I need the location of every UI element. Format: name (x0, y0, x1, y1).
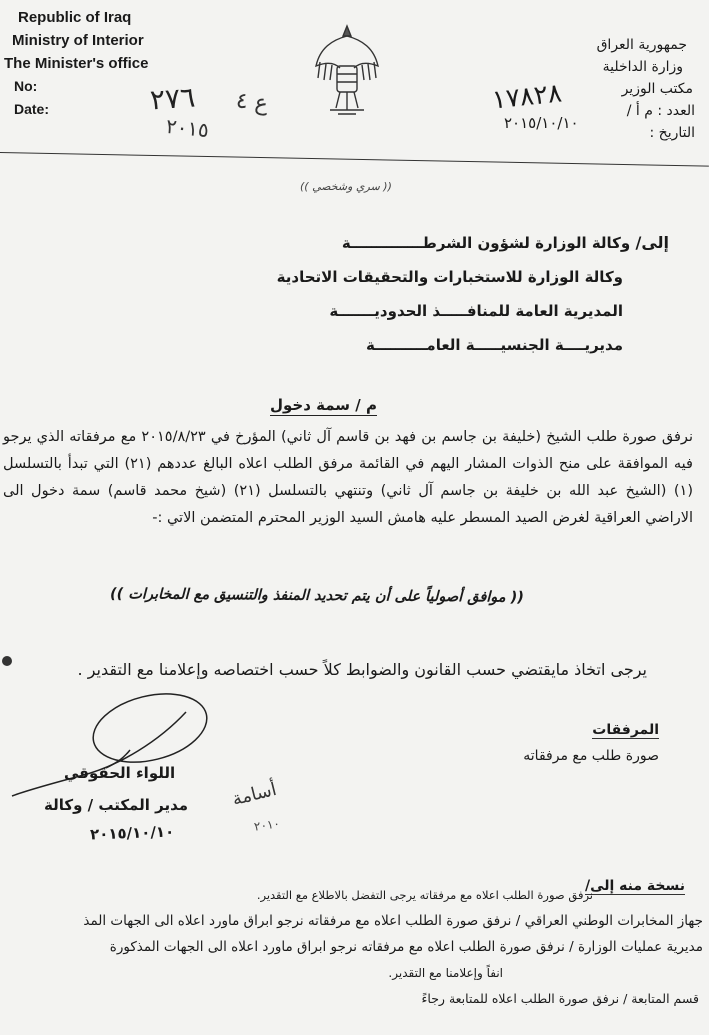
header-ar-republic: جمهورية العراق (596, 37, 687, 53)
attachments-item: صورة طلب مع مرفقاته (523, 748, 659, 764)
signature-title: مدير المكتب / وكالة (44, 796, 189, 814)
address-to-label: إلى/ (635, 233, 669, 252)
header-ar-date-label: التاريخ : (649, 125, 695, 141)
header-ar-number-label: العدد : م أ / (626, 103, 695, 119)
header-office: The Minister's office (4, 55, 149, 72)
handwritten-number: ٢٧٦ (148, 80, 197, 117)
copy-line-0: نرفق صورة الطلب اعلاه مع مرفقاته يرجى التفضل بالاطلاع مع التقدير. (256, 888, 593, 902)
handwritten-date: ٢٠١٥ (164, 113, 211, 143)
handwritten-note: أسامة (230, 778, 279, 811)
subject-line: م / سمة دخول (270, 396, 377, 414)
address-police: وكالة الوزارة لشؤون الشرطــــــــــــــة (341, 234, 631, 252)
attachments-label: المرفقات (592, 722, 659, 738)
signature-date: ٢٠١٥/١٠/١٠ (89, 822, 175, 844)
bullet-mark (2, 656, 12, 666)
copy-line-continuation: انفاً وإعلامنا مع التقدير. (388, 966, 503, 980)
header-no-label: No: (14, 78, 38, 94)
eagle-emblem-icon (312, 18, 382, 128)
copy-to-list (3, 882, 703, 1012)
address-line-3: المديرية العامة للمنافـــــذ الحدوديـــــــة (329, 302, 623, 320)
secret-mark: (( سري وشخصي )) (300, 180, 392, 193)
header-date-label: Date: (14, 101, 50, 117)
header-ministry: Ministry of Interior (12, 32, 144, 49)
handwritten-number-suffix: ع ٤ (234, 88, 270, 117)
header-ar-ministry: وزارة الداخلية (602, 59, 683, 75)
request-statement: يرجى اتخاذ مايقتضي حسب القانون والضوابط كلاً حسب اختصاصه وإعلامنا مع التقدير . (77, 660, 647, 679)
header-divider (0, 152, 709, 167)
copy-line-followup: قسم المتابعة / نرفق صورة الطلب اعلاه للمتابعة رجاءً (421, 991, 699, 1006)
copy-to-label: نسخة منه إلى/ (584, 878, 685, 894)
copy-line-operations: مديرية عمليات الوزارة / نرفق صورة الطلب اعلاه مع مرفقاته نرجو ابراق ماورد اعلاه الى الجهات المذكورة (109, 939, 703, 955)
signature-scribble-icon (10, 690, 210, 800)
address-line-2: وكالة الوزارة للاستخبارات والتحقيقات الاتحادية (276, 268, 623, 286)
address-line-1 (69, 226, 669, 260)
signature-name: اللواء الحقوقي (64, 764, 176, 782)
header-republic: Republic of Iraq (18, 9, 132, 26)
copy-line-intelligence: جهاز المخابرات الوطني العراقي / نرفق صورة الطلب اعلاه مع مرفقاته نرجو ابراق ماورد اعلاه الى الجهات المذ (83, 913, 703, 929)
header-ar-office: مكتب الوزير (621, 81, 693, 97)
address-line-4: مديريــــة الجنسيـــــة العامــــــــــة (366, 336, 623, 354)
handwritten-ar-number: ١٧٨٢٨ (490, 78, 564, 116)
approval-statement: (( موافق أصولياً على أن يتم تحديد المنفذ والتنسيق مع المخابرات )) (109, 586, 524, 606)
handwritten-note-year: ٢٠١٠ (253, 816, 281, 834)
address-block (69, 226, 669, 362)
header-ar-date-value: ٢٠١٥/١٠/١٠ (504, 114, 579, 132)
body-paragraph: نرفق صورة طلب الشيخ (خليفة بن جاسم بن فهد بن قاسم آل ثاني) المؤرخ في ٢٠١٥/٨/٢٣ مع مرفقاته الذي يرجو فيه الموافقة على منح الذوات المشار اليهم في القائمة مرفق الطلب اعلاه البالغ عددهم (٢١) التي تبدأ بالتسلسل (١) (الشيخ عبد الله بن خليفة بن جاسم آل ثاني) وتنتهي بالتسلسل (٢١) (شيخ محمد قاسم) سمة دخول الى الاراضي العراقية لغرض الصيد المسطر عليه هامش السيد الوزير المحترم المتضمن الاتي :- (3, 429, 693, 526)
